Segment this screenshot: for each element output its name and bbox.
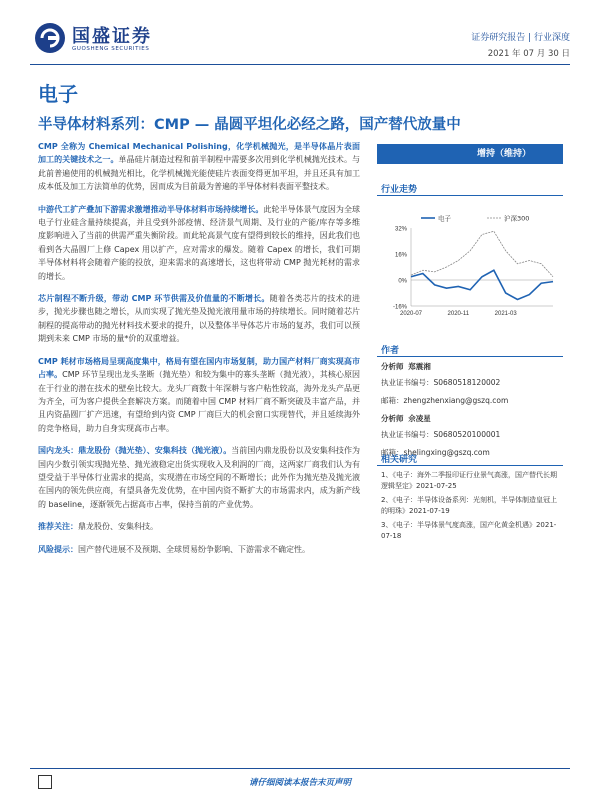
risk-label: 风险提示：	[38, 544, 78, 554]
paragraph-body: 此轮半导体景气度因为全球电子行业硅含量持续提高，并且受到外部疫情、经济景气周期、及行业的产能/库存等多维度影响进入了当前的供需严重失衡阶段。而此轮高景气度有望得到较长的维持，因此我们也看到各大晶圆厂上修 Capex 用以扩产，应对需求的爆发。随着 Capex 的增长，我们可期半导体材料将会随着产能的投放，迎来需求的高速增长，这也将带动 CMP 抛光耗材的需求的增长。	[38, 204, 361, 281]
paragraph-lead: 中游代工扩产叠加下游需求激增推动半导体材料市场持续增长。	[38, 204, 264, 214]
paragraph-lead: 国内龙头：鼎龙股份（抛光垫）、安集科技（抛光液）。	[38, 446, 232, 456]
rating-badge: 增持（维持）	[377, 144, 563, 164]
related-divider	[377, 465, 563, 466]
y-tick-label: 16%	[394, 252, 407, 259]
paragraph-lead: CMP 耗材市场格局呈现高度集中，格局有望在国内市场复制，助力国产材料厂商实现高市占率。	[38, 356, 360, 380]
paragraph	[38, 203, 360, 283]
related-item[interactable]: 3、《电子：半导体景气度高涨，国产化黄金机遇》2021-07-18	[381, 521, 557, 540]
x-tick-label: 2020-07	[399, 311, 423, 317]
paragraph-body: 当前国内鼎龙股份以及安集科技作为国内少数引领实现抛光垫、抛光液稳定出货实现收入及利润的厂商，这两家厂商我们认为有望受益于半导体行业需求的提高，实现潜在市场空间的不断增长；此外作为抛光垫及抛光液在国内的领先供应商，有望具备先发优势，在中国内资不断扩大的市场需求内，成为新产线的 baseline，逐渐领先占据高市占率，保持当前的产业优势。	[38, 446, 360, 509]
report-type: 证券研究报告 | 行业深度	[471, 33, 570, 43]
author-email: 邮箱：shelingxing@gszq.com	[381, 448, 490, 457]
author-block	[381, 361, 561, 459]
paragraph	[38, 140, 360, 194]
author-1	[381, 361, 561, 373]
author-cert: 执业证书编号：S0680520100001	[381, 430, 501, 439]
sector-title: 电子	[38, 82, 78, 106]
risk-text: 国产替代进展不及预期、全球贸易纷争影响、下游需求不确定性。	[78, 544, 310, 554]
trend-chart	[377, 214, 563, 318]
author-email: 邮箱：zhengzhenxiang@gszq.com	[381, 396, 509, 405]
related-item[interactable]: 1、《电子：海外二季报印证行业景气高涨，国产替代长期逻辑坚定》2021-07-25	[381, 471, 557, 490]
recommend-label: 推荐关注：	[38, 522, 78, 532]
paragraph-body: 随着各类芯片的技术的进步，抛光步骤也随之增长，从而实现了抛光垫及抛光液用量市场的持续增长。同时随着芯片制程的提高带动的抛光材料技术要求的提升，以及整体半导体芯片市场的复苏，我们可以预期到未来 CMP 市场的量*价的双重增益。	[38, 294, 361, 344]
logo-subtext: GUOSHENG SECURITIES	[72, 46, 150, 52]
x-tick-label: 2021-03	[494, 311, 517, 317]
paragraph-body: 单晶硅片制造过程和前半制程中需要多次用到化学机械抛光技术。与此前普遍使用的机械抛光相比，化学机械抛光能使硅片表面变得更加平坦，并且还具有加工成本低及加工方法简单的优势，因而成为目前最为普遍的半导体材料表面平整技术。	[38, 155, 360, 192]
author-name: 佘凌星	[408, 414, 431, 423]
paragraph-lead: 芯片制程不断升级，带动 CMP 环节供需及价值量的不断增长。	[38, 294, 270, 304]
recommend	[38, 520, 360, 533]
legend-label: 电子	[438, 214, 451, 223]
x-tick-label: 2020-11	[447, 311, 470, 317]
authors-divider	[377, 356, 563, 357]
trend-divider	[377, 195, 563, 196]
paragraph	[38, 292, 360, 346]
report-title: 半导体材料系列：CMP — 晶圆平坦化必经之路，国产替代放量中	[38, 117, 461, 133]
risk	[38, 543, 360, 556]
series-line-electronics	[411, 270, 553, 299]
related-item[interactable]: 2、《电子：半导体设备系列：光刻机，半导体制造皇冠上的明珠》2021-07-19	[381, 496, 557, 515]
y-tick-label: -16%	[392, 304, 407, 311]
y-tick-label: 0%	[398, 278, 407, 285]
author-cert: 执业证书编号：S0680518120002	[381, 378, 501, 387]
paragraph-body: CMP 环节呈现出龙头垄断（抛光垫）和较为集中的寡头垄断（抛光液），其核心原因在于行业的潜在技术的壁垒比较大。龙头厂商数十年深耕与客户粘性较高，海外龙头产品更为齐全，可为客户提供全套解决方案。而随着中国 CMP 材料厂商不断突破及丰富产品，并且内资晶圆厂扩产迅速，有望给到内资 CMP 厂商巨大的机会窗口实现替代，并且延续海外的竞争格局，助力自身实现高市占率。	[38, 370, 360, 433]
paragraph	[38, 355, 360, 435]
footer-disclaimer: 请仔细阅读本报告末页声明	[248, 778, 351, 788]
legend-label: 沪深300	[504, 214, 530, 223]
logo	[34, 22, 184, 62]
logo-text: 国盛证券	[72, 26, 152, 47]
footer-divider	[30, 768, 570, 769]
author-2	[381, 413, 561, 425]
main-content	[38, 140, 360, 565]
trend-title: 行业走势	[381, 185, 418, 195]
author-role: 分析师	[381, 362, 404, 371]
paragraph	[38, 444, 360, 511]
report-date: 2021 年 07 月 30 日	[487, 49, 570, 59]
header-divider	[30, 64, 570, 65]
related-list	[381, 470, 561, 542]
logo-icon	[34, 22, 66, 54]
related-title: 相关研究	[381, 455, 418, 465]
recommend-text: 鼎龙股份、安集科技。	[78, 522, 158, 532]
y-tick-label: 32%	[394, 226, 407, 233]
author-name: 郑震湘	[408, 362, 431, 371]
paragraph-lead: CMP 全称为 Chemical Mechanical Polishing，化学机械抛光，是半导体晶片表面加工的关键技术之一。	[38, 142, 360, 165]
series-line-hs300	[411, 231, 553, 277]
authors-title: 作者	[381, 346, 400, 356]
author-role: 分析师	[381, 414, 404, 423]
